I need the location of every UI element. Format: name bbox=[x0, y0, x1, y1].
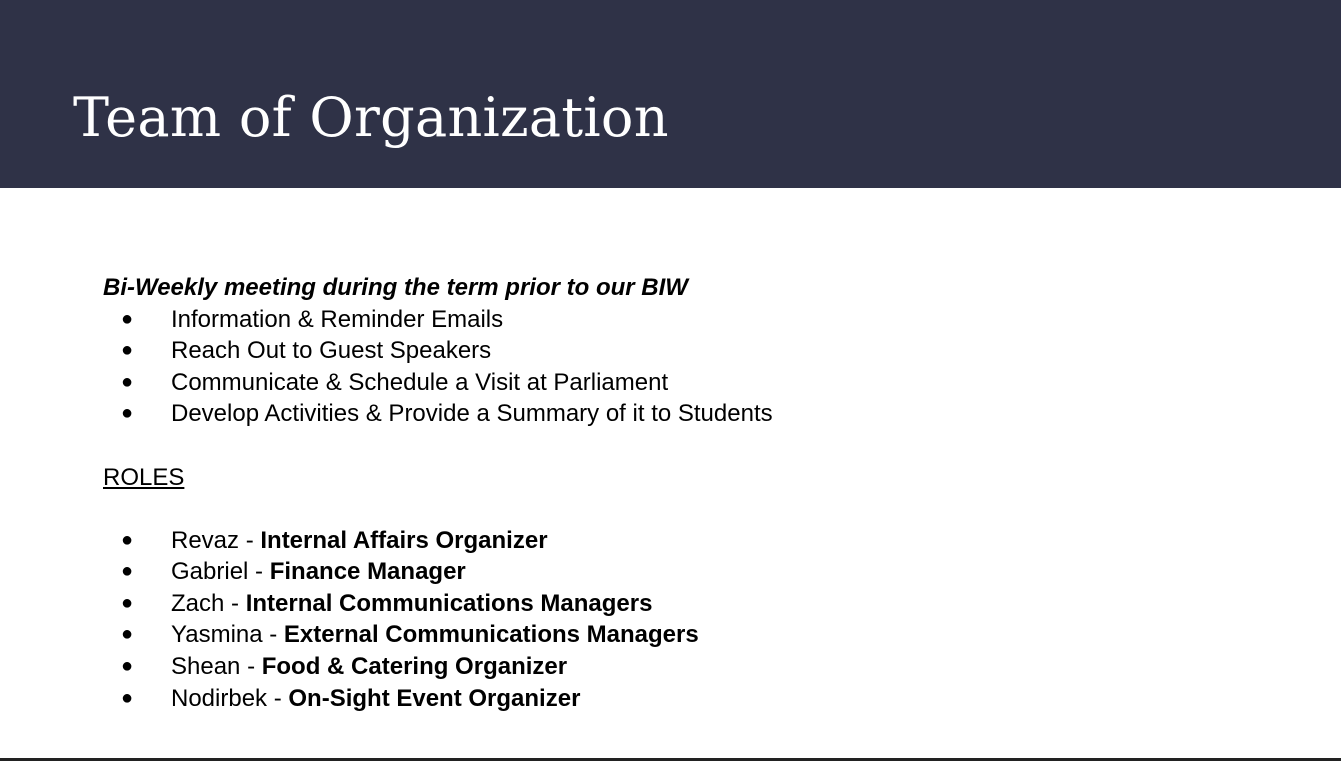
bullet-icon: ● bbox=[121, 591, 134, 614]
bullet-icon: ● bbox=[121, 370, 134, 393]
bullet-icon: ● bbox=[121, 560, 134, 583]
list-item: ● Reach Out to Guest Speakers bbox=[103, 335, 773, 367]
bullet-icon: ● bbox=[121, 339, 134, 362]
slide-title: Team of Organization bbox=[73, 86, 669, 149]
bullet-icon: ● bbox=[121, 623, 134, 646]
role-item: ● Nodirbek - On-Sight Event Organizer bbox=[103, 683, 773, 715]
role-item: ● Yasmina - External Communications Managers bbox=[103, 619, 773, 651]
role-item: ● Revaz - Internal Affairs Organizer bbox=[103, 525, 773, 557]
bullet-icon: ● bbox=[121, 686, 134, 709]
slide-body bbox=[103, 272, 773, 714]
role-item: ● Shean - Food & Catering Organizer bbox=[103, 651, 773, 683]
list-item: ● Communicate & Schedule a Visit at Parliament bbox=[103, 367, 773, 399]
meeting-task-list bbox=[103, 304, 773, 430]
list-item: ● Develop Activities & Provide a Summary of it to Students bbox=[103, 398, 773, 430]
bullet-icon: ● bbox=[121, 528, 134, 551]
roles-heading: ROLES bbox=[103, 463, 185, 491]
list-item: ● Information & Reminder Emails bbox=[103, 304, 773, 336]
roles-list bbox=[103, 525, 773, 715]
role-item: ● Zach - Internal Communications Managers bbox=[103, 588, 773, 620]
bullet-icon: ● bbox=[121, 654, 134, 677]
meeting-intro: Bi-Weekly meeting during the term prior to our BIW bbox=[103, 274, 688, 301]
slide-header bbox=[0, 0, 1341, 188]
role-item: ● Gabriel - Finance Manager bbox=[103, 556, 773, 588]
bullet-icon: ● bbox=[121, 402, 134, 425]
bullet-icon: ● bbox=[121, 307, 134, 330]
